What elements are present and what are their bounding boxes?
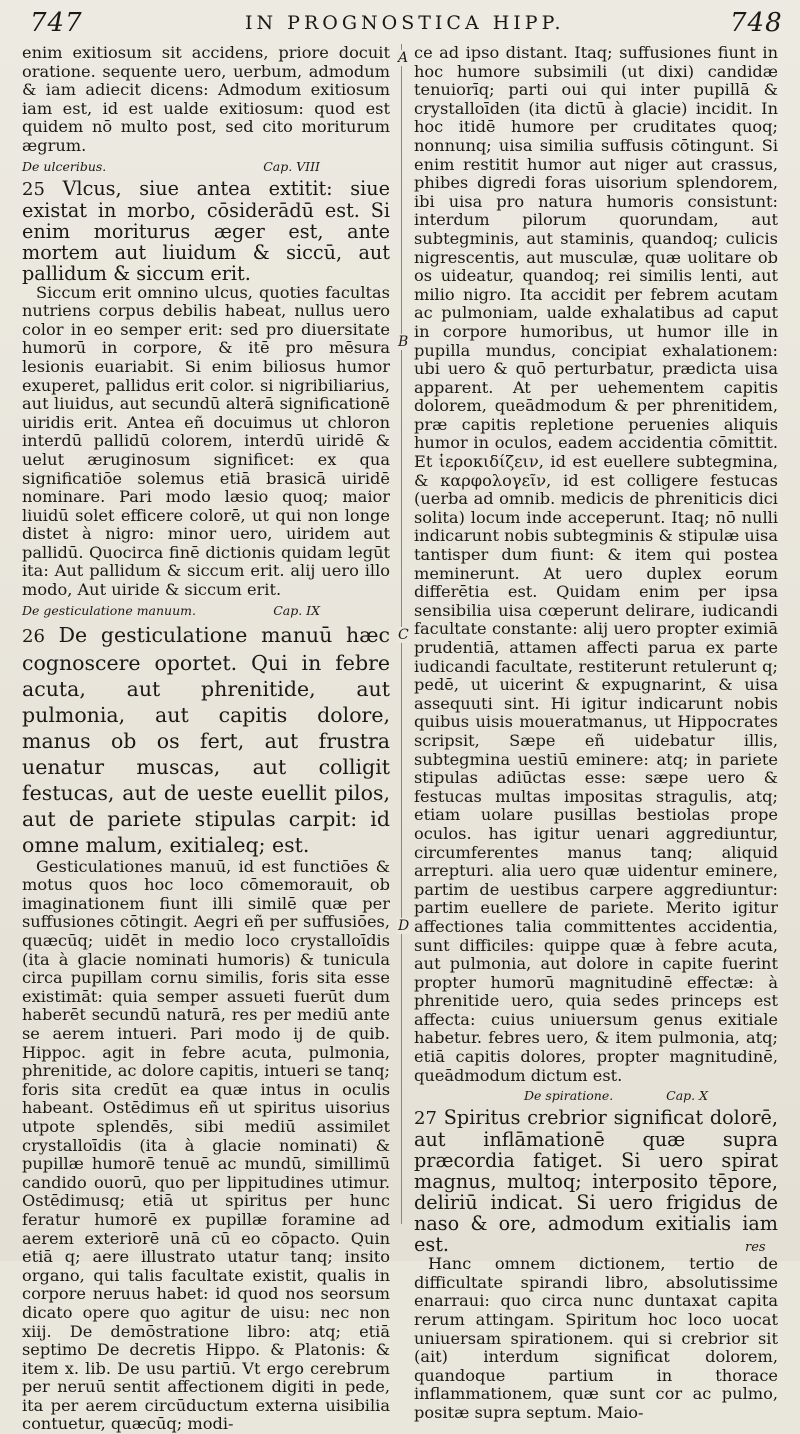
left-paragraph-2: Siccum erit omnino ulcus, quoties facultas nutriens corpus debilis habeat, nullus uero color in eo semper erit: sed pro diuersitate humorū in corpore, & itē pro mēsura lesionis euariabit. Si enim biliosus humor exuperet, pallidus erit color. si nigribiliarius, aut liuidus, aut secundū alterā significationē uiridis erit. Antea eñ docuimus ut chloron interdū pallidū colorem, interdū uiridē & uelut æruginosum significet: ex qua significatiōe solemus etiā brasicā uiridē nominare. Pari modo læsio quoq; maior liuidū solet efficere colorē, ut qui non longe distet à nigro: minor uero, uiridem aut pallidū. Quocirca finē dictionis quidam legūt ita: Aut pallidum & siccum erit. alij uero illo modo, Aut uiride & siccum erit. [22,282,390,600]
left-column [22,43,390,1434]
margin-letter-c: C [398,627,409,643]
hippocrates-text-gesticulation [22,622,390,858]
chapter-label: Cap. X [666,1088,708,1104]
page-header [0,8,800,48]
left-paragraph-3: Gesticulationes manuū, id est functiōes & motus quos hoc loco cōmemorauit, ob imaginationem fiunt illi similē quæ per suffusiones cōtingit. Aegri eñ per suffusiōes, quæcūq; uidēt in medio loco crystalloīdis (ita à glacie nominati humoris) & tunicula circa pupillam cornu similis, foris sita esse existimāt: quia semper assueti fuerūt dum haberēt secundū naturā, res per mediū ante se aerem intueri. Pari modo ij de quib. Hippoc. agit in febre acuta, pulmonia, phrenitide, ac dolore capitis, intueri se tanq; foris sita credūt ea quæ intus in oculis habeant. Ostēdimus eñ ut spiritus uisorius utpote splendēs, sibi mediū assimilet crystalloīdis (ita à glacie nominati) & pupillæ humorē tenuē ac mundū, simillimū candido ouorū, quo per lippitudines utimur. Ostēdimusq; etiā ut spiritus per hunc feratur humorē ex pupillæ foramine ad aerem exteriorē unā cū eo cōpacto. Quin etiā q; aere illustrato utatur tanq; insito organo, qui talis facultate existit, qualis in corpore neruus habet: id quod nos seorsum dicato opere quo agitur de uisu: nec non xiij. De demōstratione libro: atq; etiā septimo De decretis Hippo. & Platonis: & item x. lib. De usu partiū. Vt ergo cerebrum per neruū sentit affectionem digiti in pede, ita per aerem circūductum externa uisibilia contuetur, quæcūq; modi- [22,856,390,1434]
section-heading-ulcers [22,159,390,175]
chapter-label: Cap. IX [273,602,320,618]
left-paragraph-1: enim exitiosum sit accidens, priore docuit oratione. sequente uero, uerbum, admodum & iam adiecit dicens: Admodum exitiosum iam est, id est ualde exitiosum: quod est quidem nō multo post, sed cito moriturum ægrum. [22,43,390,155]
aphorism-text: Spiritus crebrior significat dolorē, aut inflāmationē quæ supra præcordia fatiget. Si uero spirat magnus, multoq; interposito tēpore, deliriū indicat. Si uero frigidus de naso & ore, admodum exitialis iam est. [414,1106,778,1257]
hippocrates-text-respiration [414,1107,778,1255]
page-number-right: 748 [730,8,783,38]
margin-letter-d: D [398,918,410,934]
chapter-label: Cap. VIII [263,158,320,174]
margin-letter-b: B [398,334,409,350]
margin-letter-a: A [398,50,409,66]
aphorism-text: Vlcus, siue antea extitit: siue existat in morbo, cōsiderādū est. Si enim moriturus æger est, ante mortem aut liuidum & siccū, aut pallidum & siccum erit. [22,176,390,285]
right-paragraph-2: Hanc omnem dictionem, tertio de difficultate spirandi libro, absolutissime enarraui: quo circa nunc duntaxat capita rerum attingam. Spiritum hoc loco uocat uniuersam spirationem. qui si crebrior sit (ait) interdum significat dolorem, quandoque partium in thorace inflammationem, quæ sunt cor ac pulmo, positæ supra septum. Maio- [414,1254,778,1422]
section-title: De ulceribus. [22,158,107,174]
section-heading-respiration [414,1088,778,1104]
aphorism-number: 26 [22,625,45,647]
hippocrates-text-ulcers [22,178,390,284]
aphorism-number: 27 [414,1108,437,1130]
right-column [414,43,778,1422]
running-head: IN PROGNOSTICA HIPP. [245,12,565,34]
section-heading-gesticulation [22,603,390,619]
catchword: res [745,1240,766,1255]
right-paragraph-1: ce ad ipso distant. Itaq; suffusiones fiunt in hoc humore subsimili (ut dixi) candidæ tenuiorīq; parti oui qui inter pupillā & crystalloīden (ita dictū à glacie) incidit. In hoc itidē humore per cruditates quoq; nonnunq; uisa similia suffusis cōtingunt. Si enim restitit humor aut niger aut crassus, phibes digredi foras uisorium splendorem, ibi uisa pro natura humoris consistunt: interdum pilorum quorundam, aut subtegminis, aut staminis, quandoq; culicis nigrescentis, aut musculæ, quæ uolitare ob os uideatur, quandoq; rei similis lenti, aut milio nigro. Ita accidit per febrem acutam ac pulmoniam, ualde exhalatibus ad caput in corpore humoribus, ut humor ille in pupilla mundus, concipiat exhalationem: ubi uero & quō perturbatur, prædicta uisa apparent. At per uehementem capitis dolorem, queādmodum & per phrenitidem, præ capitis repletione peruenies aliquis humor in oculos, eadem accidentia cōmittit. Et ἱεροκιδίζειν, id est euellere subtegmina, & καρφολογεῖν, id est colligere festucas (uerba ad omnib. medicis de phreniticis dici solita) locum inde acceperunt. Itaq; nō nulli indicarunt nobis subtegminis & stipulæ uisa tantisper dum fiunt: & item qui postea meminerunt. At uero duplex eorum differētia est. Quidam enim per ipsa sensibilia uisa cœperunt delirare, iudicandi facultate constante: alij uero propter eximiā prudentiā, attamen affecti parua ex parte iudicandi facultate, restiterunt retulerunt q; pedē, ut uicerint & expugnarint, & uisa assequuti sint. Hi igitur indicarunt nobis quibus uisis moueratmanus, ut Hippocrates scripsit, Sæpe eñ uidebatur illis, subtegmina uestiū eminere: atq; in pariete stipulas adiūctas esse: sæpe uero & festucas multas impositas stragulis, atq; etiam uolare pusillas bestiolas prope oculos. has igitur uenari aggrediuntur, circumferentes manus tanq; aliquid arrepturi. alia uero quæ uidentur eminere, partim de uestibus carpere aggrediuntur: partim euellere de pariete. Merito igitur affectiones talia committentes accidentia, sunt difficiles: quippe quæ à febre acuta, aut pulmonia, aut dolore in capite fuerint propter humorū magnitudinē effectæ: à phrenitide uero, quia sedes princeps est affecta: cuius uniuersum genus exitiale habetur. febres uero, & item pulmonia, atq; etiā capitis dolores, propter magnitudinē, queādmodum dictum est. [414,43,778,1085]
aphorism-number: 25 [22,178,45,200]
section-title: De gesticulatione manuum. [22,602,196,618]
section-title: De spiratione. [524,1088,614,1104]
aphorism-text: De gesticulatione manuū hæc cognoscere oportet. Qui in febre acuta, aut phrenitide, aut pulmonia, aut capitis dolore, manus ob os fert, aut frustra uenatur muscas, aut colligit festucas, aut de ueste euellit pilos, aut de pariete stipulas carpit: id omne malum, exitialeq; est. [22,622,390,857]
page-number-left: 747 [30,8,83,38]
